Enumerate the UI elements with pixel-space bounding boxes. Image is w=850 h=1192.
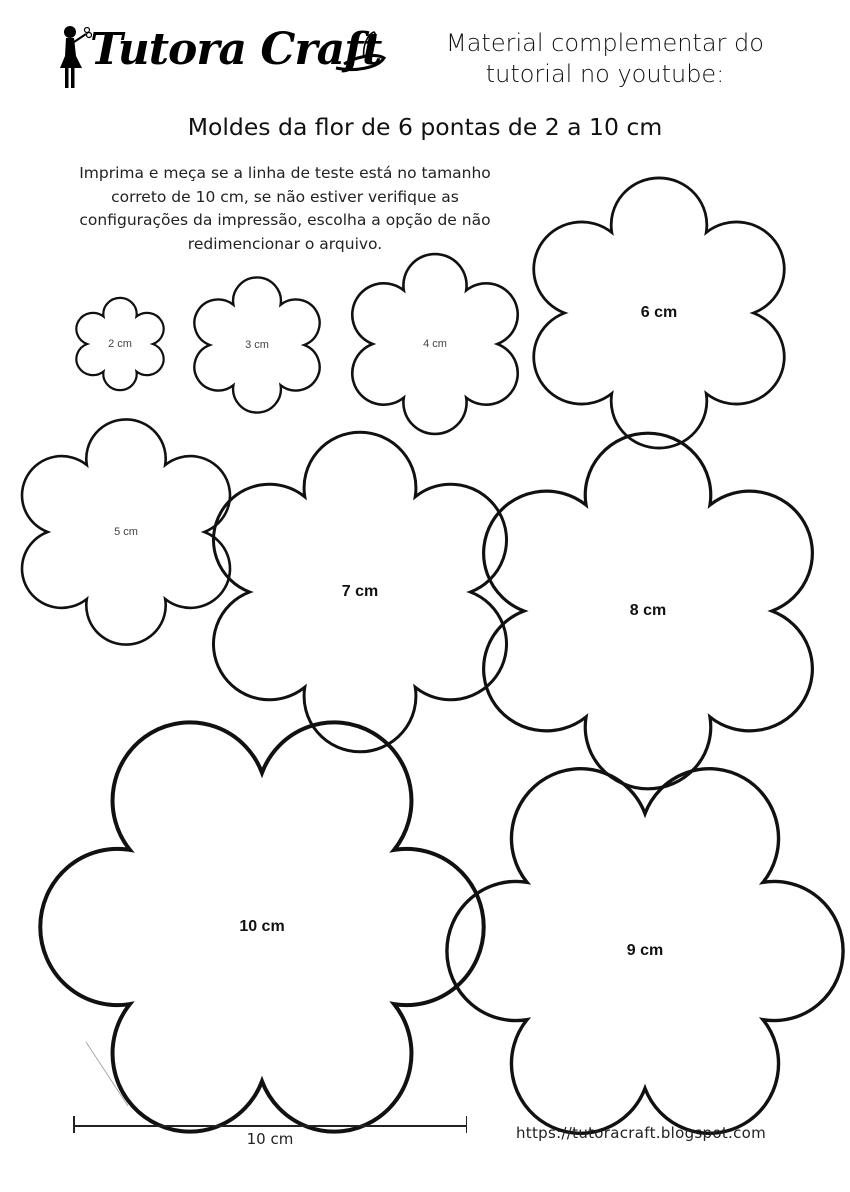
stray-guide-line [86, 1042, 128, 1106]
flower-size-label: 5 cm [114, 526, 138, 538]
ruler-bar [73, 1125, 467, 1127]
heading-line-1: Material complementar do [446, 29, 764, 57]
instructions-line-2: correto de 10 cm, se não estiver verifique as [111, 187, 459, 206]
flower-size-label: 3 cm [245, 339, 269, 351]
test-ruler-line [73, 1108, 467, 1126]
flower-size-label: 2 cm [108, 338, 132, 350]
instructions-line-1: Imprima e meça se a linha de teste está no tamanho [79, 164, 491, 182]
flower-size-label: 4 cm [423, 338, 447, 350]
flower-size-label: 7 cm [341, 583, 379, 600]
test-line-label: 10 cm [246, 1130, 294, 1148]
flower-size-label: 9 cm [626, 942, 664, 959]
flower-size-label: 6 cm [640, 304, 678, 321]
ruler-right-tick [466, 1116, 468, 1133]
page-subtitle: Moldes da flor de 6 pontas de 2 a 10 cm [187, 113, 663, 141]
instructions-line-4: redimencionar o arquivo. [187, 234, 383, 253]
blog-url-link[interactable]: https://tutoracraft.blogspot.com [515, 1124, 767, 1142]
instructions-line-3: configurações da impressão, escolha a opção de não [79, 211, 491, 229]
heading-line-2: tutorial no youtube: [485, 60, 725, 88]
flower-size-label: 10 cm [239, 918, 285, 935]
logo-text: Tutora Craft [90, 24, 382, 75]
flower-size-label: 8 cm [629, 602, 667, 619]
